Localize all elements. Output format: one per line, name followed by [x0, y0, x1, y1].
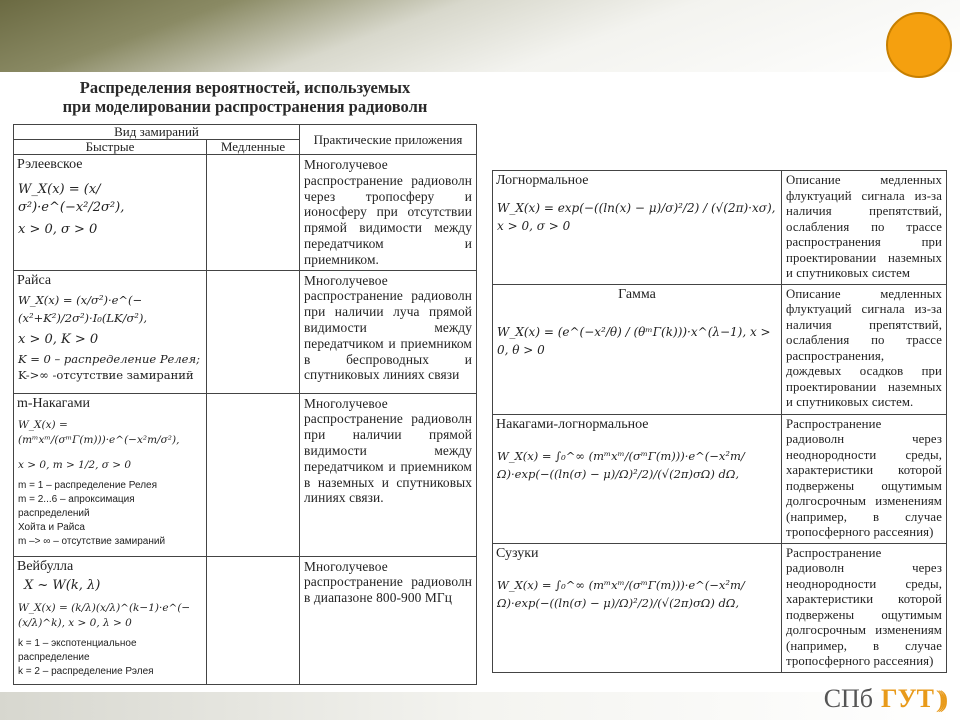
- logo-accent-text: ГУТ: [881, 684, 935, 713]
- table-row: [14, 393, 477, 556]
- distribution-formula: W_X(x) = (mᵐxᵐ/(σᵐΓ(m)))·e^(−x²m/σ²),: [18, 418, 180, 446]
- application-text: Многолучевое распространение радиоволн при наличии луча прямой видимости между передатчиком и приемником в беспроводных и спутниковых линиях связи: [300, 270, 477, 393]
- distribution-name: Сузуки: [496, 545, 539, 561]
- logo-waves-icon: ))): [936, 687, 942, 713]
- slow-cell: [207, 270, 300, 393]
- distribution-condition: x > 0, m > 1/2, σ > 0: [18, 458, 132, 471]
- application-text: Многолучевое распространение радиоволн в диапазоне 800-900 МГц: [300, 556, 477, 684]
- nakagami-lognormal-cell: [493, 414, 782, 543]
- distribution-name: Вейбулла: [17, 558, 74, 574]
- distribution-name: m-Накагами: [17, 395, 90, 411]
- header-fast: Быстрые: [14, 140, 207, 155]
- rayleigh-cell: [14, 155, 207, 271]
- application-text: Распространение радиоволн через неоднородности среды, характеристики которой подвержены ощутимым долгосрочным изменениям (например, в случае тропосферного рассеяния): [782, 414, 947, 543]
- table-row: [493, 284, 947, 414]
- application-text: Описание медленных флуктуаций сигнала из-за наличия препятствий, ослабления по трассе распространения при проектировании наземных и спутниковых систем: [782, 171, 947, 285]
- distribution-condition: x > 0, σ > 0: [18, 222, 98, 237]
- table-row: [493, 543, 947, 672]
- lognormal-cell: [493, 171, 782, 285]
- table-row: [14, 270, 477, 393]
- orange-circle-decoration: [886, 12, 952, 78]
- header-fading-type: Вид замираний: [14, 125, 300, 140]
- distribution-condition: W_X(x) = (k/λ)(x/λ)^(k−1)·e^(−(x/λ)^k), x > 0, λ > 0: [18, 601, 191, 629]
- distribution-name: Рэлеевское: [17, 157, 83, 172]
- distribution-note: k = 1 – экспотенциальное распределение: [18, 637, 137, 663]
- distribution-name: Райса: [17, 272, 52, 288]
- distribution-formula: X ~ W(k, λ): [24, 577, 101, 593]
- distribution-note: m = 2...6 – апроксимация распределений: [18, 493, 135, 519]
- distribution-formula: W_X(x) = exp(−((ln(x) − μ)/σ)²/2) / (√(2π)·xσ), x > 0, σ > 0: [497, 201, 776, 233]
- nakagami-cell: [14, 393, 207, 556]
- distribution-note: K->∞ -отсутствие замираний: [18, 367, 194, 382]
- distribution-name: Накагами-логнормальное: [496, 416, 649, 432]
- logo-main-text: СПб: [823, 684, 874, 713]
- table-row: [493, 414, 947, 543]
- spbgut-logo: [824, 684, 942, 714]
- distribution-formula: W_X(x) = (x/σ²)·e^(−(x²+K²)/2σ²)·I₀(LK/σ²),: [18, 292, 148, 325]
- slow-cell: [207, 556, 300, 684]
- title-line-1: Распределения вероятностей, используемых: [79, 78, 411, 97]
- distribution-note: K = 0 – распределение Релея;: [18, 351, 200, 366]
- distribution-name: Логнормальное: [496, 173, 589, 188]
- left-distribution-table: [13, 124, 477, 685]
- footer-strip: [0, 692, 960, 720]
- distribution-formula: W_X(x) = (e^(−x²/θ) / (θᵐΓ(k)))·x^(λ−1), x > 0, θ > 0: [497, 324, 771, 357]
- page-title: [14, 78, 476, 116]
- title-line-2: при моделировании распространения радиоволн: [62, 97, 428, 116]
- application-text: Многолучевое распространение радиоволн при наличии прямой видимости между передатчиком и приемником в наземных и спутниковых линиях связи.: [300, 393, 477, 556]
- distribution-formula: W_X(x) = ∫₀^∞ (mᵐxᵐ/(σᵐΓ(m)))·e^(−x²m/Ω)·exp(−((ln(σ) − μ)/Ω)²/2)/(√(2π)σΩ) dΩ,: [497, 577, 745, 610]
- distribution-note: Хойта и Райса: [18, 521, 85, 533]
- rice-cell: [14, 270, 207, 393]
- application-text: Описание медленных флуктуаций сигнала из-за наличия препятствий, ослабления по трассе распространения, дождевых осадков при проектировании наземных и спутниковых систем.: [782, 284, 947, 414]
- application-text: Распространение радиоволн через неоднородности среды, характеристики которой подвержены ощутимым долгосрочным изменениям (например, в случае тропосферного рассеяния): [782, 543, 947, 672]
- distribution-formula: W_X(x) = (x/σ²)·e^(−x²/2σ²),: [18, 182, 125, 215]
- table-row: [493, 171, 947, 285]
- distribution-note: m = 1 – распределение Релея: [18, 479, 158, 491]
- right-distribution-table: [492, 170, 947, 673]
- table-row: [14, 556, 477, 684]
- gamma-cell: [493, 284, 782, 414]
- distribution-name: Гамма: [618, 286, 656, 302]
- suzuki-cell: [493, 543, 782, 672]
- weibull-cell: [14, 556, 207, 684]
- distribution-condition: x > 0, K > 0: [18, 331, 99, 347]
- slow-cell: [207, 393, 300, 556]
- table-row: [14, 155, 477, 271]
- distribution-note: k = 2 – распределение Рэлея: [18, 665, 154, 677]
- slow-cell: [207, 155, 300, 271]
- header-slow: Медленные: [207, 140, 300, 155]
- distribution-formula: W_X(x) = ∫₀^∞ (mᵐxᵐ/(σᵐΓ(m)))·e^(−x²m/Ω)·exp(−((ln(σ) − μ)/Ω)²/2)/(√(2π)σΩ) dΩ,: [497, 448, 745, 481]
- distribution-note: m –> ∞ – отсутствие замираний: [18, 535, 166, 547]
- application-text: Многолучевое распространение радиоволн через тропосферу и ионосферу при отсутствии прямой видимости между передатчиком и приемником.: [300, 155, 477, 271]
- header-applications: Практические приложения: [300, 125, 477, 155]
